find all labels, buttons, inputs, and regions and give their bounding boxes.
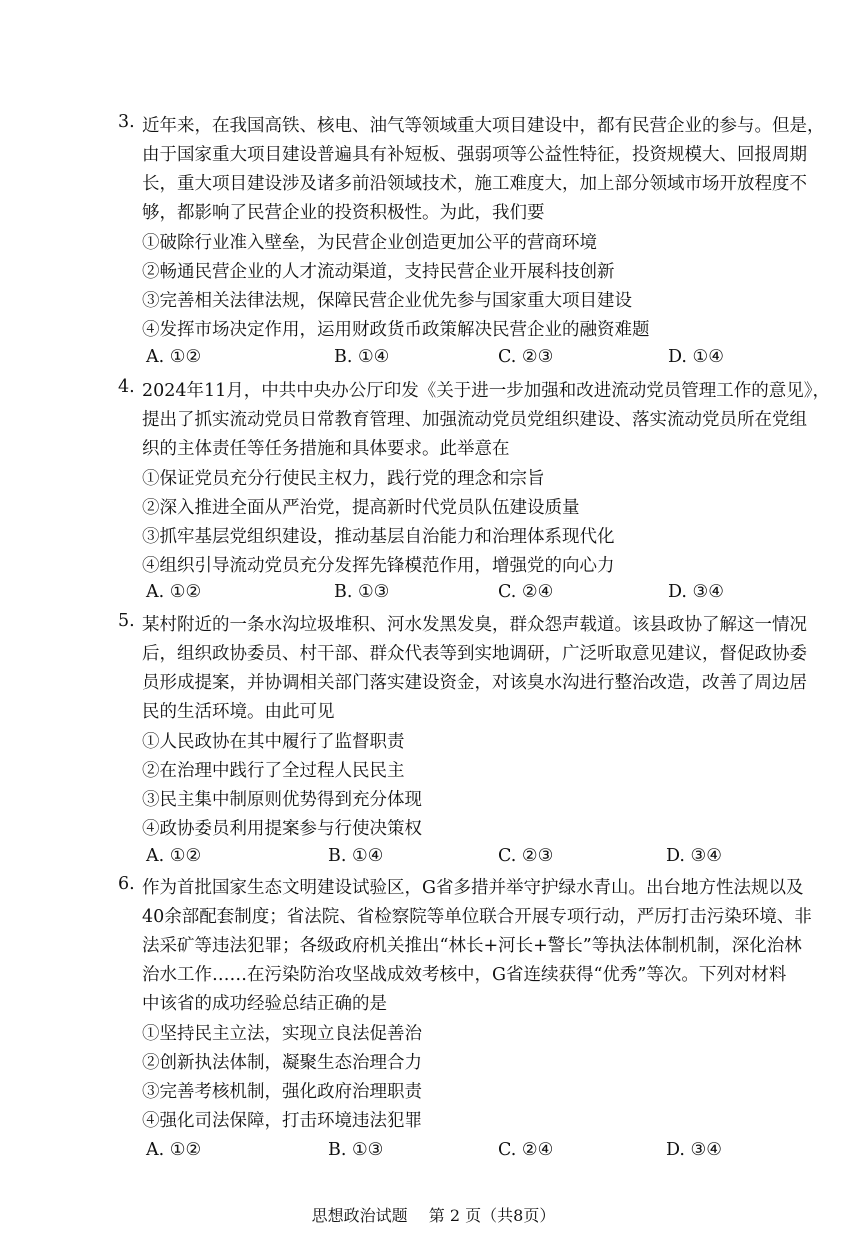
answer-choice-d: D. ①④ [668,347,724,367]
question-number: 3. [118,112,135,132]
question-number: 5. [118,611,135,631]
question-stem-line: 织的主体责任等任务措施和具体要求。此举意在 [142,439,510,459]
statement-option-1: ①坚持民主立法，实现立良法促善治 [142,1024,422,1044]
footer-subject: 思想政治试题 [311,1206,408,1225]
question-stem-line: 40余部配套制度；省法院、省检察院等单位联合开展专项行动，严厉打击污染环境、非 [142,907,812,927]
question-stem-line: 中该省的成功经验总结正确的是 [142,994,387,1014]
question-stem-line: 某村附近的一条水沟垃圾堆积、河水发黑发臭，群众怨声载道。该县政协了解这一情况 [142,615,807,635]
question-stem-line: 由于国家重大项目建设普遍具有补短板、强弱项等公益性特征，投资规模大、回报周期 [142,145,807,165]
answer-choice-d: D. ③④ [668,582,724,602]
question-stem-line: 2024年11月，中共中央办公厅印发《关于进一步加强和改进流动党员管理工作的意见》， [142,381,831,401]
question-stem-line: 作为首批国家生态文明建设试验区，G省多措并举守护绿水青山。出台地方性法规以及 [142,878,804,898]
statement-option-3: ③完善考核机制，强化政府治理职责 [142,1082,422,1102]
answer-choice-b: B. ①③ [328,1140,384,1160]
answer-choice-b: B. ①④ [334,347,390,367]
statement-option-3: ③完善相关法律法规，保障民营企业优先参与国家重大项目建设 [142,291,632,311]
answer-choice-a: A. ①② [146,347,202,367]
question-stem-line: 提出了抓实流动党员日常教育管理、加强流动党员党组织建设、落实流动党员所在党组 [142,410,807,430]
question-number: 6. [118,874,135,894]
question-stem-line: 后，组织政协委员、村干部、群众代表等到实地调研，广泛听取意见建议，督促政协委 [142,644,807,664]
statement-option-2: ②畅通民营企业的人才流动渠道，支持民营企业开展科技创新 [142,262,615,282]
statement-option-1: ①破除行业准入壁垒，为民营企业创造更加公平的营商环境 [142,233,597,253]
statement-option-1: ①保证党员充分行使民主权力，践行党的理念和宗旨 [142,469,545,489]
question-stem-line: 员形成提案，并协调相关部门落实建设资金，对该臭水沟进行整治改造，改善了周边居 [142,673,807,693]
statement-option-2: ②深入推进全面从严治党，提高新时代党员队伍建设质量 [142,498,580,518]
statement-option-2: ②在治理中践行了全过程人民民主 [142,761,405,781]
answer-choice-b: B. ①③ [334,582,390,602]
statement-option-2: ②创新执法体制，凝聚生态治理合力 [142,1053,422,1073]
footer-page-number: 第 2 页（共8页） [428,1206,556,1225]
question-stem-line: 够，都影响了民营企业的投资积极性。为此，我们要 [142,203,545,223]
answer-choice-d: D. ③④ [666,846,722,866]
statement-option-4: ④强化司法保障，打击环境违法犯罪 [142,1111,422,1131]
statement-option-3: ③民主集中制原则优势得到充分体现 [142,790,422,810]
question-number: 4. [118,377,135,397]
page-footer [0,1203,867,1226]
statement-option-4: ④组织引导流动党员充分发挥先锋模范作用，增强党的向心力 [142,556,615,576]
answer-choice-a: A. ①② [146,846,202,866]
statement-option-4: ④政协委员利用提案参与行使决策权 [142,819,422,839]
answer-choice-c: C. ②③ [498,846,554,866]
question-stem-line: 民的生活环境。由此可见 [142,702,335,722]
question-stem-line: 长，重大项目建设涉及诸多前沿领域技术，施工难度大，加上部分领域市场开放程度不 [142,174,807,194]
statement-option-1: ①人民政协在其中履行了监督职责 [142,732,405,752]
answer-choice-b: B. ①④ [328,846,384,866]
answer-choice-a: A. ①② [146,1140,202,1160]
statement-option-4: ④发挥市场决定作用，运用财政货币政策解决民营企业的融资难题 [142,320,650,340]
question-stem-line: 近年来，在我国高铁、核电、油气等领域重大项目建设中，都有民营企业的参与。但是， [142,116,825,136]
question-stem-line: 治水工作……在污染防治攻坚战成效考核中，G省连续获得“优秀”等次。下列对材料 [142,965,787,985]
question-stem-line: 法采矿等违法犯罪；各级政府机关推出“林长+河长+警长”等执法体制机制，深化治林 [142,936,802,956]
answer-choice-c: C. ②④ [498,1140,554,1160]
answer-choice-d: D. ③④ [666,1140,722,1160]
statement-option-3: ③抓牢基层党组织建设，推动基层自治能力和治理体系现代化 [142,527,615,547]
answer-choice-c: C. ②③ [498,347,554,367]
answer-choice-c: C. ②④ [498,582,554,602]
answer-choice-a: A. ①② [146,582,202,602]
